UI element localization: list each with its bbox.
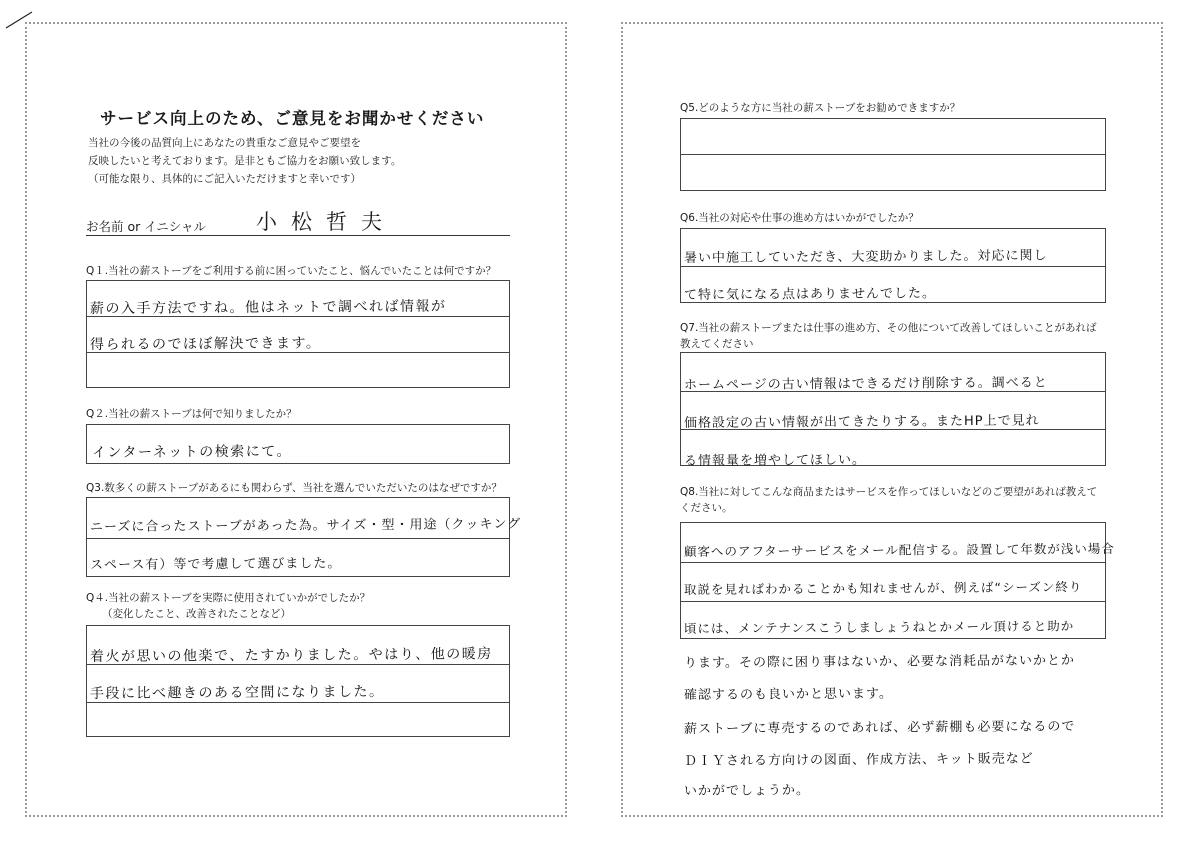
q4-label [86, 590, 370, 622]
q6-answer-line-1: 暑い中施工していただき、大変助かりました。対応に関し [683, 248, 1048, 266]
q8-answer-line-7: ＤＩＹされる方向けの図面、作成方法、キット販売など [683, 751, 1034, 769]
q8-label [680, 484, 1097, 516]
name-value: 小松哲夫 [256, 210, 396, 234]
q4-answer-line-2: 手段に比べ趣きのある空間になりました。 [89, 683, 385, 702]
q8-sublabel: ください。 [680, 502, 733, 514]
q3-answer-line-2: スペース有）等で考慮して選びました。 [89, 556, 342, 573]
q3-label: Q3.数多くの薪ストーブがあるにも関わらず、当社を選んでいただいたのはなぜですか？ [86, 482, 502, 494]
q8-answer-line-5: 確認するのも良いかと思います。 [683, 686, 894, 703]
q5-label: Q5.どのような方に当社の薪ストーブをお勧めできますか？ [680, 102, 961, 114]
q2-label: Q２.当社の薪ストーブは何で知りましたか？ [86, 408, 297, 420]
q6-label: Q6.当社の対応や仕事の進め方はいかがでしたか？ [680, 212, 919, 224]
q7-answer-line-2: 価格設定の古い情報が出てきたりする。またHP上で見れ [683, 413, 1040, 431]
q8-answer-line-3: 頃には、メンテナンスこうしましょうねとかメール頂けると助か [683, 618, 1075, 636]
q7-answer-line-3: る情報量を増やしてほしい。 [683, 452, 867, 469]
answer-row-line [681, 266, 1105, 267]
q8-answer-line-6: 薪ストーブに専売するのであれば、必ず薪棚も必要になるので [683, 719, 1076, 737]
q6-answer-line-2: て特に気になる点はありませんでした。 [683, 286, 937, 303]
intro-line: 反映したいと考えております。是非ともご協力をお願い致します。 [88, 155, 402, 167]
q4-answer-line-1: 着火が思いの他楽で、たすかりました。やはり、他の暖房 [89, 646, 493, 665]
q7-label-text: Q7.当社の薪ストーブまたは仕事の進め方、その他について改善してほしいことがあれば [680, 322, 1097, 334]
q1-answer-line-1: 薪の入手方法ですね。他はネットで調べれば情報が [89, 298, 447, 317]
q8-answer-line-1: 顧客へのアフターサービスをメール配信する。設置して年数が浅い場合 [683, 540, 1115, 559]
name-label: お名前 or イニシャル [86, 219, 206, 234]
q2-answer-line-1: インターネットの検索にて。 [91, 443, 293, 461]
q8-answer-line-4: ります。その際に困り事はないか、必要な消耗品がないかとか [683, 653, 1076, 671]
q8-answer-line-8: いかがでしょうか。 [683, 783, 811, 799]
survey-intro [88, 134, 401, 188]
survey-title: サービス向上のため、ご意見をお聞かせください [100, 109, 485, 128]
q1-answer-line-2: 得られるのでほぼ解決できます。 [89, 335, 322, 353]
q4-label-text: Q４.当社の薪ストーブを実際に使用されていかがでしたか？ [86, 592, 371, 604]
q8-label-text: Q8.当社に対してこんな商品またはサービスを作ってほしいなどのご要望があれば教えて [680, 486, 1098, 498]
q5-answer-box [680, 118, 1106, 191]
q4-sublabel: （変化したこと、改善されたことなど） [102, 608, 291, 620]
q7-answer-line-1: ホームページの古い情報はできるだけ削除する。調べると [683, 375, 1048, 393]
answer-row-line [681, 154, 1105, 155]
answer-row-line [681, 562, 1105, 563]
q7-sublabel: 教えてください [680, 338, 754, 350]
answer-row-line [87, 538, 509, 539]
q3-answer-line-1: ニーズに合ったストーブがあった為。サイズ・型・用途（クッキング [89, 516, 522, 535]
answer-row-line [681, 601, 1105, 602]
intro-line: （可能な限り、具体的にご記入いただけますと幸いです） [88, 173, 361, 185]
q7-label [680, 320, 1097, 352]
name-underline [86, 235, 510, 236]
intro-line: 当社の今後の品質向上にあなたの貴重なご意見やご要望を [88, 137, 361, 149]
q1-label: Q１.当社の薪ストーブをご利用する前に困っていたこと、悩んでいたことは何ですか？ [86, 265, 497, 277]
q8-answer-line-2: 取説を見ればわかることかも知れませんが、例えば“シーズン終り [683, 579, 1083, 597]
